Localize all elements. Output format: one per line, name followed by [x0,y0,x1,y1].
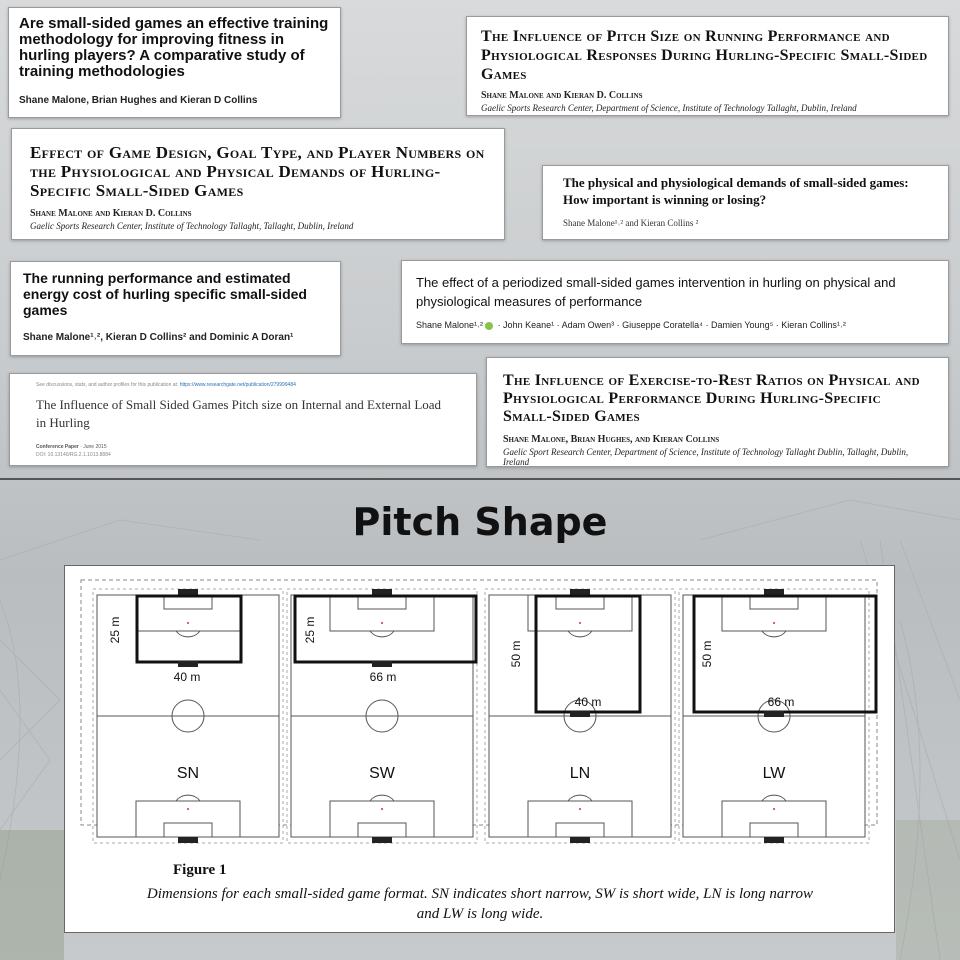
researchgate-preface [36,382,450,388]
paper-authors: Shane Malone, Brian Hughes, and Kieran Collins [503,434,720,445]
section-divider [0,478,960,480]
format-code-label: SW [369,765,395,782]
penalty-spot [579,808,581,810]
goal-inner [570,711,590,717]
paper-card-8 [486,357,949,467]
goal-inner [372,661,392,667]
length-label: 25 m [303,616,317,644]
goal-inner [178,661,198,667]
paper-doi: DOI: 10.13140/RG.2.1.1013.8884 [36,452,111,458]
paper-affiliation: Gaelic Sports Research Center, Department of Science, Institute of Technology Tallaght, Dublin, Ireland [481,103,857,113]
pitch-lw [679,589,876,843]
length-label: 50 m [509,640,523,668]
penalty-spot [187,622,189,624]
paper-title: The effect of a periodized small-sided games intervention in hurling on physical and physiological measures of performance [416,275,896,309]
author-rest: · John Keane¹ · Adam Owen³ · Giuseppe Coratella⁴ · Damien Young⁵ · Kieran Collins¹˒² [497,320,846,330]
paper-card-1 [8,7,341,118]
goal-top [178,589,198,595]
paper-card-7 [9,373,477,466]
penalty-spot [773,622,775,624]
paper-card-2 [466,16,949,116]
paper-card-5 [10,261,341,356]
goal-bottom [570,837,590,843]
penalty-spot [579,622,581,624]
paper-authors [416,320,934,330]
width-label: 40 m [173,670,201,684]
paper-title: The physical and physiological demands of small-sided games: How important is winning or losing? [563,175,909,207]
paper-card-6 [401,260,949,344]
penalty-spot [187,808,189,810]
paper-authors: Shane Malone and Kieran D. Collins [30,208,192,219]
penalty-spot [773,808,775,810]
figure-label: Figure 1 [173,862,227,878]
length-label: 25 m [108,616,122,644]
publication-link[interactable]: https://www.researchgate.net/publication/279999484 [179,382,296,388]
conference-date: · June 2015 [78,444,107,450]
paper-title: The Influence of Exercise-to-Rest Ratios on Physical and Physiological Performance During Hurling-Specific Small-Sided Games [503,372,920,425]
paper-title: The running performance and estimated energy cost of hurling specific small-sided games [23,270,307,318]
orcid-icon [485,322,493,330]
paper-affiliation: Gaelic Sports Research Center, Institute of Technology Tallaght, Tallaght, Dublin, Ireland [30,221,354,231]
paper-title: The Influence of Pitch Size on Running Performance and Physiological Responses During Hurling-Specific Small-Sided Games [481,28,928,83]
figure-caption: Dimensions for each small-sided game format. SN indicates short narrow, SW is short wide, LN is long narrow and LW is long wide. [146,886,814,922]
paper-card-3 [11,128,505,240]
paper-title: The Influence of Small Sided Games Pitch size on Internal and External Load in Hurling [36,397,442,430]
paper-affiliation: Gaelic Sport Research Center, Department of Science, Institute of Technology Tallaght Dublin, Tallaght, Dublin, Ireland [503,447,909,467]
format-code-label: SN [176,765,200,782]
width-label: 66 m [767,695,795,709]
paper-card-4 [542,165,949,240]
goal-top [570,589,590,595]
paper-authors: Shane Malone and Kieran D. Collins [481,90,643,101]
width-label: 66 m [369,670,397,684]
width-label: 40 m [574,695,602,709]
goal-bottom [178,837,198,843]
paper-authors: Shane Malone, Brian Hughes and Kieran D Collins [19,95,258,106]
author-first: Shane Malone¹˒² [416,320,484,330]
pitch-ln [485,589,675,843]
penalty-spot [381,622,383,624]
goal-bottom [764,837,784,843]
conference-line [36,444,450,450]
paper-authors: Shane Malone¹˒², Kieran D Collins² and Dominic A Doran¹ [23,332,294,343]
paper-title: Are small-sided games an effective training methodology for improving fitness in hurling players? A comparative study of training methodologies [19,15,329,80]
penalty-spot [381,808,383,810]
section-title: Pitch Shape [352,500,608,544]
preface-text: See discussions, stats, and author profiles for this publication at: [36,382,179,388]
pitch-shape-figure [64,565,895,933]
paper-authors: Shane Malone¹˒² and Kieran Collins ² [563,218,699,228]
goal-bottom [372,837,392,843]
format-code-label: LW [762,765,786,782]
conference-type: Conference Paper [36,444,79,450]
format-code-label: LN [569,765,591,782]
length-label: 50 m [700,640,714,668]
goal-top [372,589,392,595]
paper-title: Effect of Game Design, Goal Type, and Player Numbers on the Physiological and Physical Demands of Hurling-Specific Small-Sided Games [30,143,485,200]
goal-inner [764,711,784,717]
pitch-grid [93,589,876,843]
goal-top [764,589,784,595]
